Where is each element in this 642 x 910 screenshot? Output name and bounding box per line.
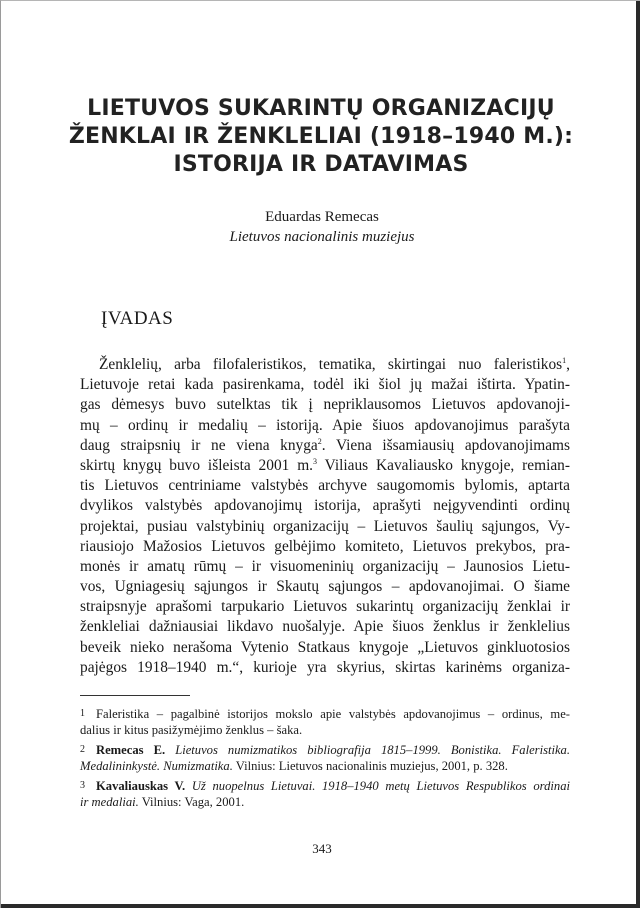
- body-line: riausiojo Mažosios Lietuvos gelbėjimo komiteto, Lietuvos prekybos, pra-: [80, 537, 570, 555]
- body-line: pajėgos 1918–1940 m.“, kurioje yra skyrius, skirtas karinėms organiza-: [80, 658, 570, 676]
- footnote-title: Medalininkystė. Numizmatika.: [80, 759, 233, 773]
- body-line: Lietuvoje retai kada pasirenkama, todėl iki šiol jų mažai ištirta. Ypatin-: [80, 376, 570, 394]
- body-line: dvylikos valstybės apdovanojimų istorija, aprašyti neįgyvendinti ordinų: [80, 497, 570, 515]
- footnote-title: Už nuopelnus Lietuvai. 1918–1940 metų Lietuvos Respublikos ordinai: [191, 779, 570, 793]
- body-text: [80, 355, 570, 678]
- title-line-2: ŽENKLAI IR ŽENKLELIAI (1918–1940 M.):: [68, 124, 574, 149]
- footnote-1: [80, 705, 570, 739]
- footnote-author: Kavaliauskas V.: [96, 779, 186, 793]
- footnote-ref: 1: [562, 356, 567, 365]
- body-line: monės ir amatų rūmų – ir visuomeninių organizacijų – Jaunosios Lietu-: [80, 557, 570, 575]
- footnote-number: 3: [80, 780, 85, 791]
- footnote-title: ir medaliai.: [80, 795, 139, 809]
- body-line: straipsnyje aprašomi tarpukario Lietuvos sukarintų organizacijų ženklai ir: [80, 598, 570, 616]
- footnote-ref: 2: [317, 436, 322, 446]
- footnote-text: Faleristika – pagalbinė istorijos mokslo apie valstybės apdovanojimus – ordinus, me-: [96, 707, 570, 721]
- body-line: Ženklelių, arba filofaleristikos, tematika, skirtingai nuo faleristikos$^1$,: [99, 356, 570, 373]
- body-line: gas dėmesys buvo sutelktas tik į nepriklausomos Lietuvos apdovanoji-: [80, 396, 570, 414]
- footnote-ref: 3: [313, 456, 318, 466]
- body-line: mų – ordinų ir medalių – istoriją. Apie šiuos apdovanojimus parašyta: [80, 416, 570, 434]
- footnote-text: dalius ir kitus pasižymėjimo ženklus – šaka.: [80, 723, 303, 737]
- body-line: beveik nieko nerašoma Vytenio Statkaus knygoje „Lietuvos ginkluotosios: [80, 638, 570, 656]
- footnote-author: Remecas E.: [96, 743, 166, 757]
- article-title: [61, 95, 581, 179]
- footnote-number: 1: [80, 708, 85, 719]
- author-affiliation: Lietuvos nacionalinis muziejus: [229, 229, 415, 245]
- footnote-3: [80, 777, 570, 811]
- section-heading: ĮVADAS: [101, 308, 174, 329]
- footnote-separator: [80, 695, 190, 696]
- body-line: projektai, pusiau valstybinių organizacijų – Lietuvos šaulių sąjungos, Vy-: [80, 517, 570, 535]
- title-line-3: ISTORIJA IR DATAVIMAS: [173, 152, 469, 177]
- footnote-text: Vilnius: Lietuvos nacionalinis muziejus, 2001, p. 328.: [232, 759, 508, 773]
- body-line: tis Lietuvos centriniame valstybės archyve saugomomis bylomis, aptarta: [80, 477, 570, 495]
- page-number: 343: [312, 841, 332, 856]
- body-line: skirtų knygų buvo išleista 2001 m.$^3$ Viliaus Kavaliausko knygoje, remian-: [80, 456, 570, 474]
- body-line: daug straipsnių ir ne viena knyga$^2$. Viena išsamiausių apdovanojimams: [80, 436, 571, 454]
- footnote-2: [80, 741, 570, 775]
- body-line: ženkleliai dažniausiai likdavo nuošalyje. Apie šiuos ženklus ir ženklelius: [80, 618, 570, 636]
- body-line: vos, Ugniagesių sąjungos ir Skautų sąjungos – apdovanojimai. O šiame: [80, 578, 570, 596]
- title-line-1: LIETUVOS SUKARINTŲ ORGANIZACIJŲ: [87, 96, 555, 121]
- footnote-number: 2: [80, 744, 85, 755]
- author-name: Eduardas Remecas: [265, 209, 379, 225]
- footnote-title: Lietuvos numizmatikos bibliografija 1815–1999. Bonistika. Faleristika.: [175, 743, 571, 757]
- footnote-text: Vilnius: Vaga, 2001.: [138, 795, 245, 809]
